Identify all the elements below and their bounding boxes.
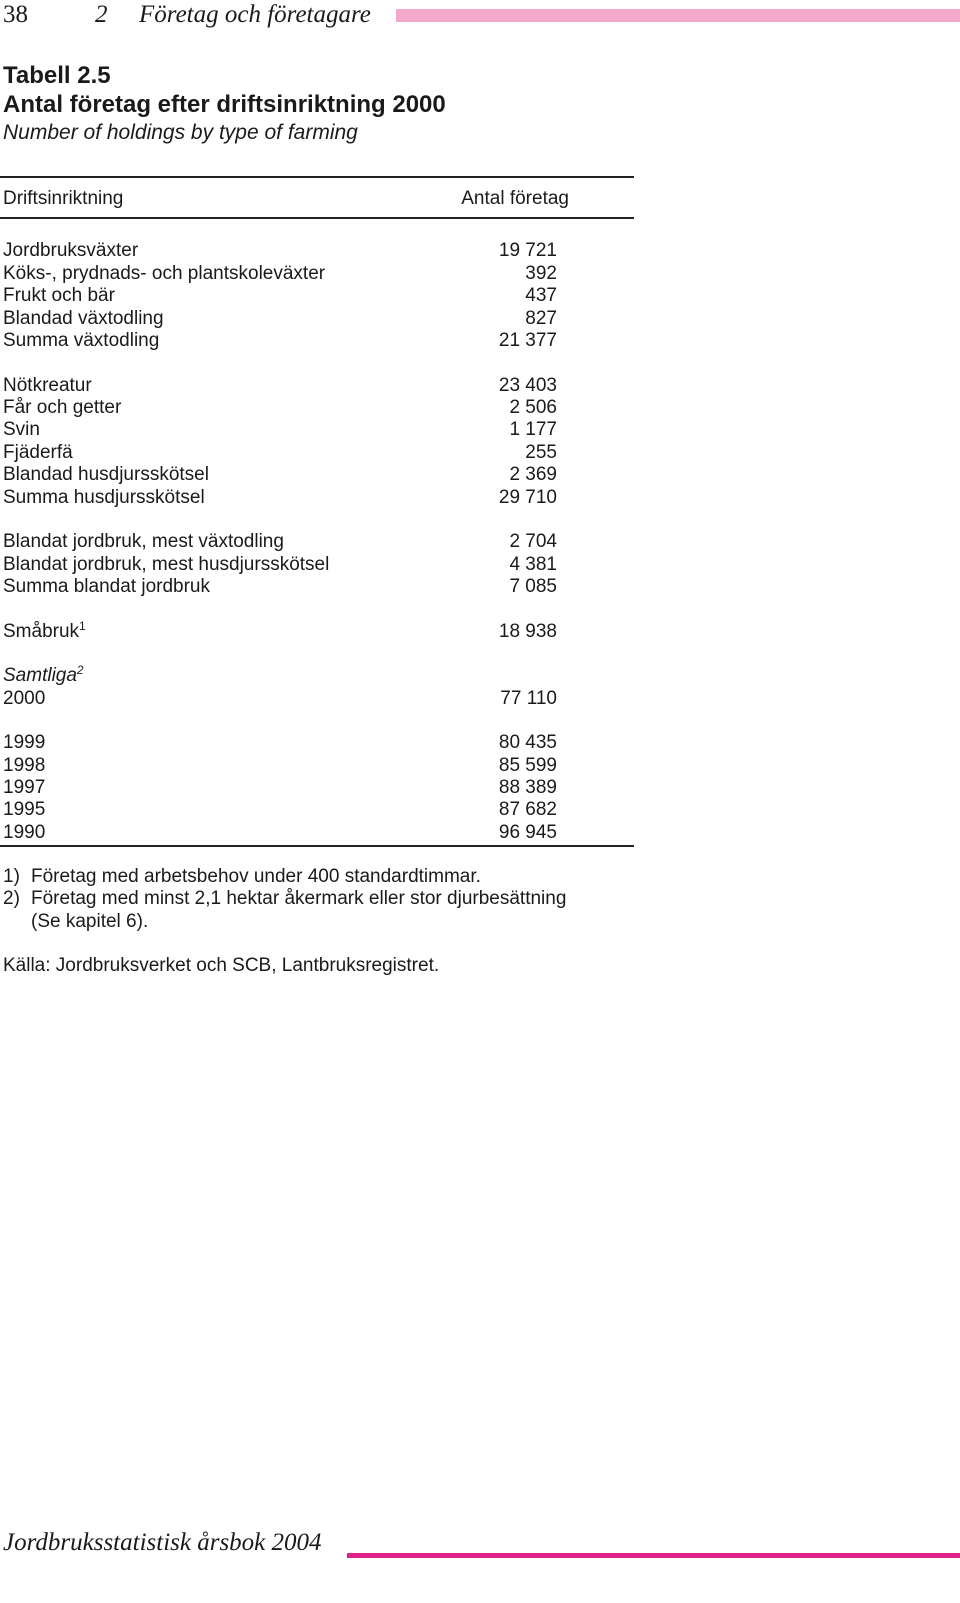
table-row	[0, 822, 640, 844]
footnote-marker: 2	[76, 663, 84, 677]
row-value: 4 381	[509, 554, 557, 575]
footnote-1	[3, 866, 481, 888]
row-label: Summa husdjursskötsel	[3, 487, 205, 508]
source-note: Källa: Jordbruksverket och SCB, Lantbruksregistret.	[3, 955, 440, 976]
footer-book-title: Jordbruksstatistisk årsbok 2004	[3, 1529, 322, 1556]
table-row	[0, 240, 640, 262]
row-label: Blandad växtodling	[3, 308, 164, 329]
chapter-title: Företag och företagare	[139, 1, 371, 28]
row-label: 1999	[3, 732, 46, 753]
table-row	[0, 554, 640, 576]
row-label: Jordbruksväxter	[3, 240, 139, 261]
row-value: 7 085	[509, 576, 557, 597]
column-header-type: Driftsinriktning	[3, 188, 124, 209]
row-label: Summa växtodling	[3, 330, 160, 351]
row-label: Fjäderfä	[3, 442, 73, 463]
table-subtitle: Number of holdings by type of farming	[3, 121, 358, 144]
footnote-text: Företag med minst 2,1 hektar åkermark eller stor djurbesättning	[31, 888, 567, 909]
table-row	[0, 419, 640, 441]
row-label: Blandad husdjursskötsel	[3, 464, 209, 485]
footnote-number: 2)	[3, 888, 20, 909]
table-row	[0, 442, 640, 464]
footnote-text: Företag med arbetsbehov under 400 standardtimmar.	[31, 866, 481, 887]
row-label: 1997	[3, 777, 46, 798]
footer-accent-bar	[347, 1553, 960, 1558]
row-value: 2 369	[509, 464, 557, 485]
row-label: Frukt och bär	[3, 285, 115, 306]
row-label: Svin	[3, 419, 40, 440]
footnote-marker: 1	[79, 619, 86, 633]
table-row	[0, 464, 640, 486]
table-row	[0, 665, 640, 687]
row-value: 77 110	[500, 688, 557, 709]
row-label: Nötkreatur	[3, 375, 92, 396]
header-accent-bar	[396, 9, 960, 22]
row-value: 29 710	[498, 487, 557, 508]
table-row	[0, 285, 640, 307]
table-row	[0, 621, 640, 643]
row-label: Småbruk$^1$	[3, 619, 86, 642]
table-row	[0, 263, 640, 285]
table-row	[0, 732, 640, 754]
table-row	[0, 777, 640, 799]
page-header	[0, 0, 960, 40]
row-label: 1990	[3, 822, 46, 843]
row-value: 96 945	[498, 822, 557, 843]
row-label: Blandat jordbruk, mest växtodling	[3, 531, 284, 552]
table-row	[0, 375, 640, 397]
table-row	[0, 487, 640, 509]
row-value: 1 177	[509, 419, 557, 440]
table-row	[0, 330, 640, 352]
footnote-2	[3, 888, 566, 910]
footnote-number: 1)	[3, 866, 20, 887]
table-title: Antal företag efter driftsinriktning 2000	[3, 91, 446, 118]
table-row	[0, 308, 640, 330]
row-value: 21 377	[498, 330, 557, 351]
page-number: 38	[3, 1, 28, 28]
row-value: 255	[525, 442, 557, 463]
row-value: 2 506	[509, 397, 557, 418]
row-label: Köks-, prydnads- och plantskoleväxter	[3, 263, 326, 284]
table-top-rule	[0, 176, 634, 178]
row-label: 1995	[3, 799, 46, 820]
row-label: 2000	[3, 688, 46, 709]
row-value: 19 721	[498, 240, 557, 261]
row-value: 392	[525, 263, 557, 284]
row-value: 85 599	[498, 755, 557, 776]
table-row	[0, 576, 640, 598]
table-row	[0, 397, 640, 419]
row-value: 2 704	[509, 531, 557, 552]
table-row	[0, 531, 640, 553]
table-label: Tabell 2.5	[3, 62, 111, 89]
row-label: Samtliga$^2$	[3, 663, 84, 686]
table-row	[0, 755, 640, 777]
table-row	[0, 688, 640, 710]
row-value: 437	[525, 285, 557, 306]
table-bottom-rule	[0, 845, 634, 847]
footnote-2-continuation: (Se kapitel 6).	[31, 911, 149, 932]
row-label: Blandat jordbruk, mest husdjursskötsel	[3, 554, 330, 575]
row-value: 18 938	[498, 621, 557, 642]
row-label: 1998	[3, 755, 46, 776]
table-row	[0, 799, 640, 821]
row-value: 23 403	[498, 375, 557, 396]
row-value: 80 435	[498, 732, 557, 753]
chapter-number: 2	[95, 1, 108, 28]
row-label: Får och getter	[3, 397, 122, 418]
row-label: Summa blandat jordbruk	[3, 576, 210, 597]
column-header-count: Antal företag	[461, 188, 569, 209]
row-value: 827	[525, 308, 557, 329]
row-value: 87 682	[498, 799, 557, 820]
row-value: 88 389	[498, 777, 557, 798]
table-header-rule	[0, 217, 634, 219]
